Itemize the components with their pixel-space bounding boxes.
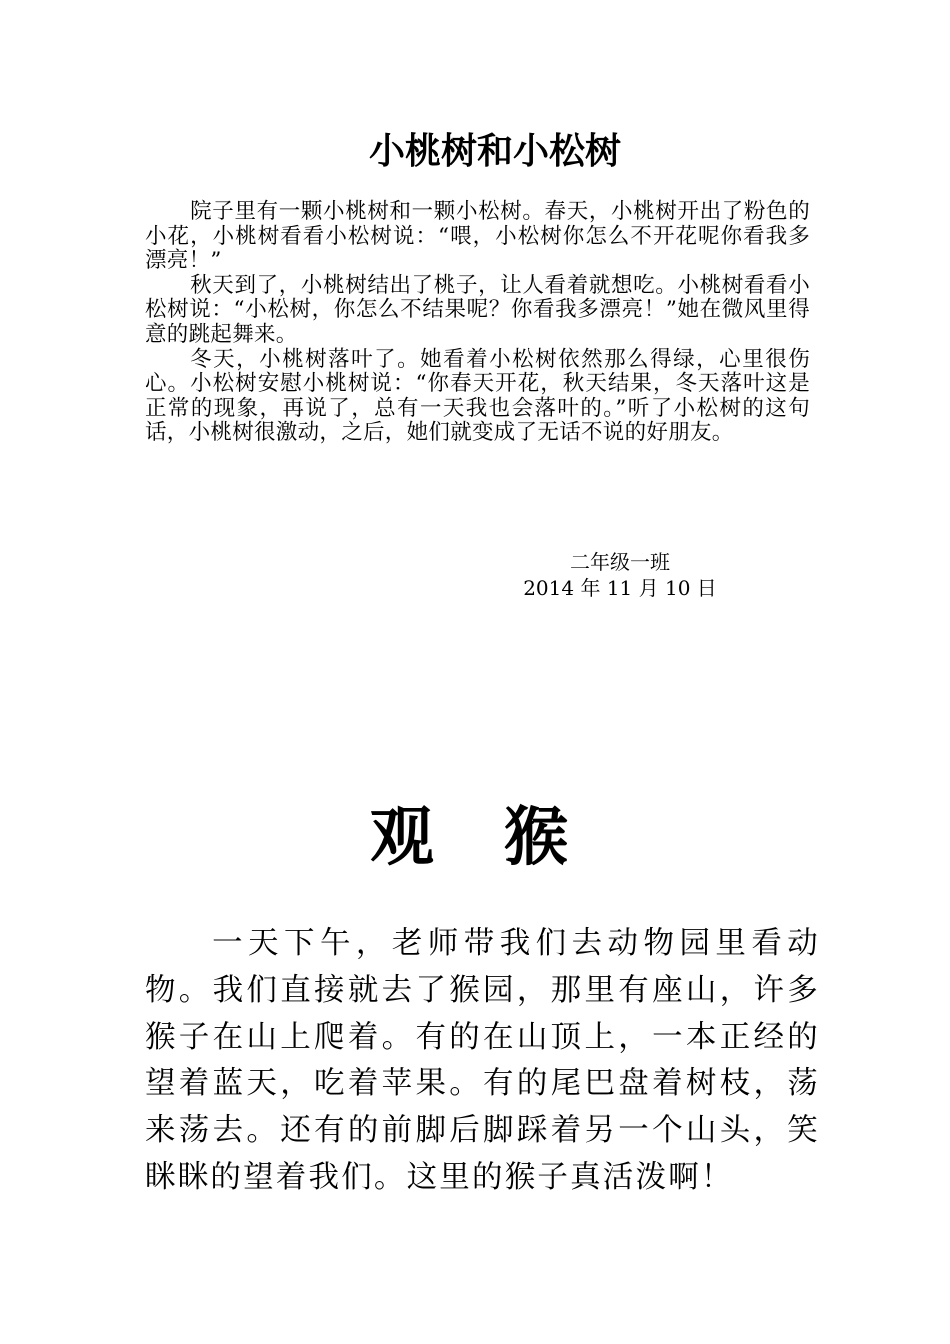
signature-date: 2014 年 11 月 10 日 [523, 576, 717, 600]
signature-block [500, 549, 740, 601]
paragraph: 冬天，小桃树落叶了。她看着小松树依然那么得绿，心里很伤心。小松树安慰小桃树说：“你春天开花，秋天结果，冬天落叶这是正常的现象，再说了，总有一天我也会落叶的。”听了小松树的这句话，小桃树很激动，之后，她们就变成了无话不说的好朋友。 [145, 346, 810, 446]
story-body-peach-and-pine [145, 200, 810, 446]
story-body-watching-monkeys [145, 921, 820, 1202]
story-title-peach-and-pine: 小桃树和小松树 [368, 131, 621, 172]
story-title-watching-monkeys: 观猴 [370, 801, 638, 875]
paragraph: 秋天到了，小桃树结出了桃子，让人看着就想吃。小桃树看看小松树说：“小松树，你怎么不结果呢？你看我多漂亮！”她在微风里得意的跳起舞来。 [145, 272, 810, 347]
paragraph: 院子里有一颗小桃树和一颗小松树。春天，小桃树开出了粉色的小花，小桃树看看小松树说：“喂，小松树你怎么不开花呢你看我多漂亮！” [145, 199, 810, 274]
paragraph: 一天下午，老师带我们去动物园里看动物。我们直接就去了猴园，那里有座山，许多猴子在山上爬着。有的在山顶上，一本正经的望着蓝天，吃着苹果。有的尾巴盘着树枝，荡来荡去。还有的前脚后脚踩着另一个山头，笑眯眯的望着我们。这里的猴子真活泼啊！ [145, 926, 820, 1195]
signature-class: 二年级一班 [570, 550, 670, 574]
